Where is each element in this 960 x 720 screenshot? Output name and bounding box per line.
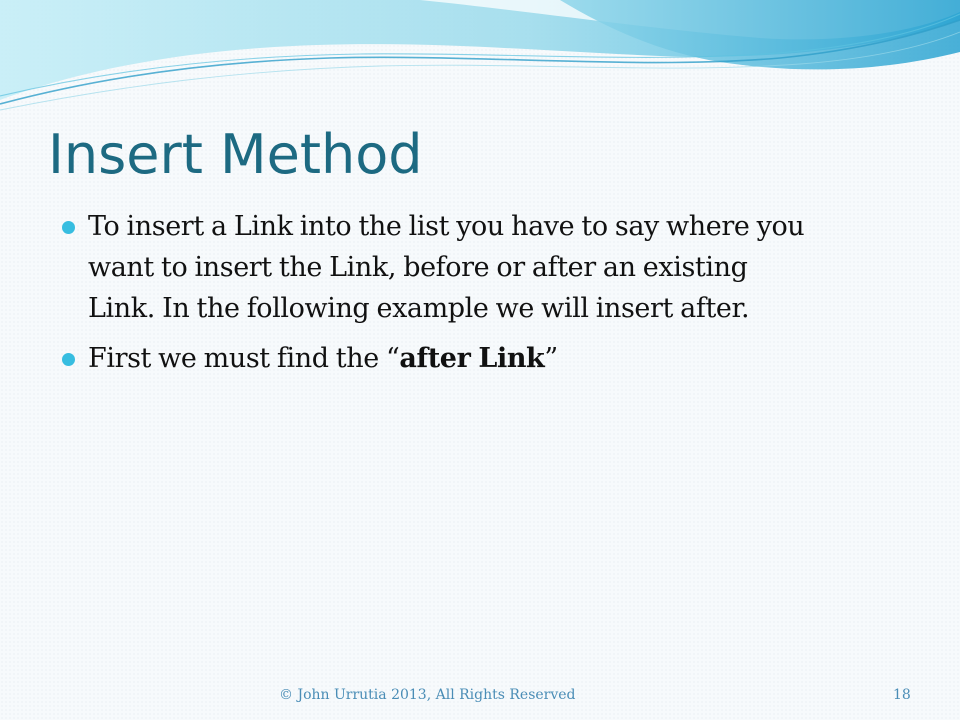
header-wave-decoration — [0, 0, 960, 120]
bullet-text-line: want to insert the Link, before or after an existing — [88, 252, 748, 283]
bullet-text-prefix: First we must find the “ — [88, 343, 400, 374]
bullet-text — [88, 338, 890, 379]
bullet-dot-icon — [62, 221, 75, 234]
bullet-dot-icon — [62, 353, 75, 366]
bullet-item — [0, 338, 960, 379]
bullet-list — [0, 206, 960, 388]
slide-page-number: 18 — [893, 687, 911, 703]
bullet-text-line — [88, 338, 890, 379]
bullet-item — [0, 206, 960, 329]
bullet-text — [88, 206, 890, 329]
bullet-text-suffix: ” — [544, 343, 558, 374]
slide-title: Insert Method — [48, 123, 423, 186]
bullet-text-line: To insert a Link into the list you have to say where you — [88, 211, 805, 242]
bullet-text-emphasis: after Link — [399, 343, 545, 374]
footer-copyright: © John Urrutia 2013, All Rights Reserved — [279, 687, 576, 703]
bullet-text-line: Link. In the following example we will insert after. — [88, 293, 750, 324]
